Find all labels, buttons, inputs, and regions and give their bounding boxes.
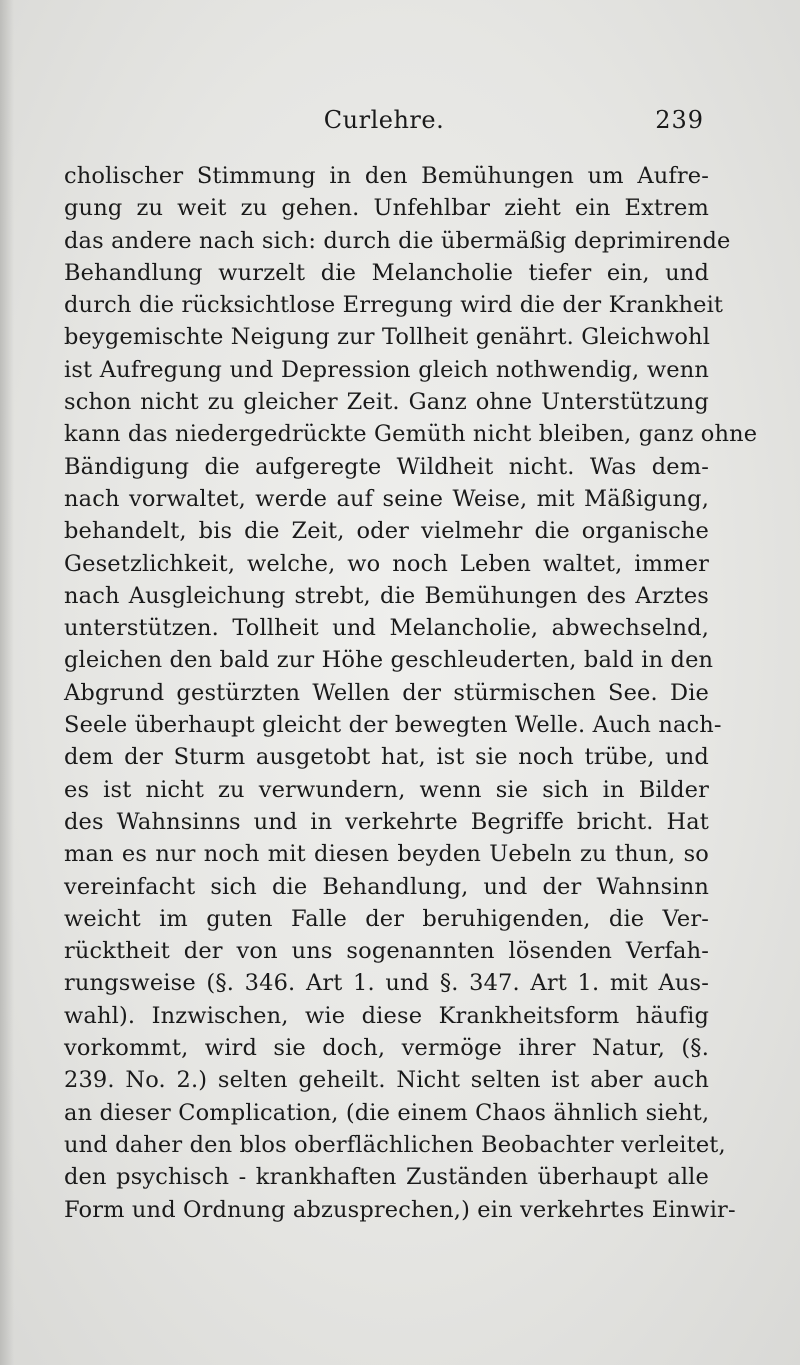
text-line: wahl). Inzwischen, wie diese Krankheitsform häufig	[64, 1002, 709, 1029]
text-line: des Wahnsinns und in verkehrte Begriffe bricht. Hat	[64, 808, 709, 835]
page-edge-shadow	[0, 0, 14, 1365]
text-line: rücktheit der von uns sogenannten lösenden Verfah-	[64, 938, 709, 965]
text-line: Behandlung wurzelt die Melancholie tiefer ein, und	[64, 259, 709, 286]
text-line: vorkommt, wird sie doch, vermöge ihrer Natur, (§.	[64, 1035, 709, 1062]
text-line: und daher den blos oberflächlichen Beobachter verleitet,	[64, 1131, 726, 1158]
text-line: gleichen den bald zur Höhe geschleuderten, bald in den	[64, 647, 714, 674]
text-line: den psychisch - krankhaften Zuständen überhaupt alle	[64, 1164, 709, 1191]
text-line: Form und Ordnung abzusprechen,) ein verkehrtes Einwir-	[64, 1196, 736, 1223]
text-line: man es nur noch mit diesen beyden Uebeln zu thun, so	[64, 841, 709, 868]
body-text	[64, 160, 758, 1226]
text-line: gung zu weit zu gehen. Unfehlbar zieht ein Extrem	[64, 195, 709, 222]
text-line: behandelt, bis die Zeit, oder vielmehr die organische	[64, 518, 709, 545]
text-line: Gesetzlichkeit, welche, wo noch Leben waltet, immer	[64, 550, 709, 577]
text-line: dem der Sturm ausgetobt hat, ist sie noch trübe, und	[64, 744, 709, 771]
text-line: beygemischte Neigung zur Tollheit genährt. Gleichwohl	[64, 324, 711, 351]
text-line: nach vorwaltet, werde auf seine Weise, mit Mäßigung,	[64, 485, 709, 512]
text-line: vereinfacht sich die Behandlung, und der Wahnsinn	[64, 873, 709, 900]
text-line: Bändigung die aufgeregte Wildheit nicht. Was dem-	[64, 453, 709, 480]
text-line: unterstützen. Tollheit und Melancholie, abwechselnd,	[64, 615, 709, 642]
text-line: rungsweise (§. 346. Art 1. und §. 347. Art 1. mit Aus-	[64, 970, 709, 997]
text-line: Seele überhaupt gleicht der bewegten Welle. Auch nach-	[64, 712, 722, 739]
text-line: durch die rücksichtlose Erregung wird die der Krankheit	[64, 292, 724, 319]
text-line: Abgrund gestürzten Wellen der stürmischen See. Die	[64, 679, 709, 706]
running-head	[64, 100, 704, 140]
text-line: schon nicht zu gleicher Zeit. Ganz ohne Unterstützung	[64, 389, 709, 416]
text-line: das andere nach sich: durch die übermäßig deprimirende	[64, 227, 731, 254]
text-line: ist Aufregung und Depression gleich nothwendig, wenn	[64, 356, 709, 383]
text-line: an dieser Complication, (die einem Chaos ähnlich sieht,	[64, 1099, 710, 1126]
text-line: 239. No. 2.) selten geheilt. Nicht selten ist aber auch	[64, 1067, 709, 1094]
text-line: es ist nicht zu verwundern, wenn sie sich in Bilder	[64, 776, 709, 803]
text-line: kann das niedergedrückte Gemüth nicht bleiben, ganz ohne	[64, 421, 758, 448]
page-number: 239	[655, 106, 704, 134]
text-line: nach Ausgleichung strebt, die Bemühungen des Arztes	[64, 582, 709, 609]
text-line: cholischer Stimmung in den Bemühungen um Aufre-	[64, 163, 709, 189]
page-title: Curlehre.	[323, 106, 445, 134]
text-line: weicht im guten Falle der beruhigenden, die Ver-	[64, 905, 709, 932]
